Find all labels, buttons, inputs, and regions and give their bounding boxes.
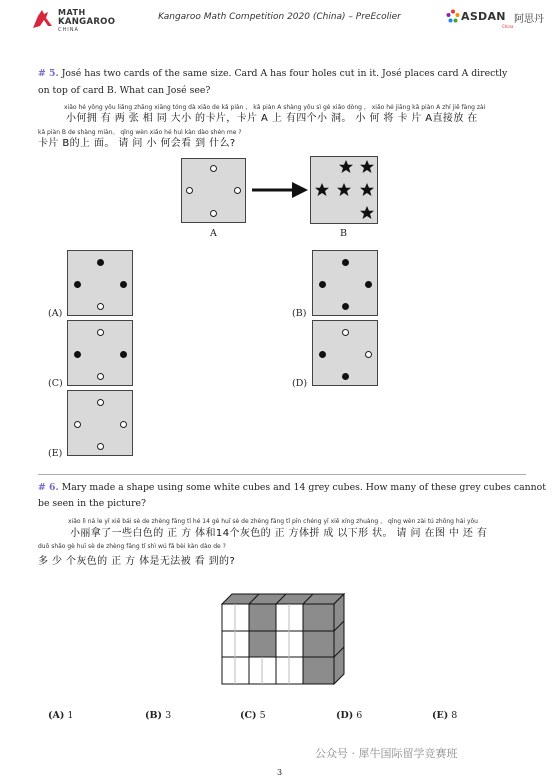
- asdan-star-icon: [446, 9, 460, 23]
- hole: [97, 399, 104, 406]
- hole: [97, 443, 104, 450]
- star-icon: [360, 206, 374, 219]
- option-d-card[interactable]: [312, 320, 378, 386]
- q6-answer-b[interactable]: (B) 3: [145, 710, 172, 721]
- q6-answer-e[interactable]: (E) 8: [432, 710, 458, 721]
- q5-pinyin-line2: kǎ piàn B de shàng miàn。 qǐng wèn xiǎo hé huì kàn dào shén me ?: [38, 129, 242, 136]
- q6-text-line1: # 6. Mary made a shape using some white cubes and 14 grey cubes. How many of these grey cubes cannot: [38, 482, 546, 493]
- brand-name: ASDAN: [461, 10, 506, 23]
- brand-name-cn: 阿思丹: [514, 14, 544, 25]
- right-face: [334, 594, 344, 684]
- hole: [210, 210, 217, 217]
- hole: [97, 329, 104, 336]
- section-divider: [38, 474, 526, 475]
- card-a: [181, 158, 246, 223]
- hole: [74, 421, 81, 428]
- logo-line3: CHINA: [58, 27, 79, 33]
- dot: [74, 281, 81, 288]
- dot: [120, 281, 127, 288]
- q6-chinese-line1: 小丽拿了一些白色的 正 方 体和14个灰色的 正 方体拼 成 以下形 状。 请 问 在图 中 还 有: [70, 528, 488, 539]
- option-a-card[interactable]: [67, 250, 133, 316]
- stars-pattern: [311, 157, 377, 223]
- option-d-label[interactable]: (D): [292, 378, 308, 389]
- q5-text-line2: on top of card B. What can José see?: [38, 85, 211, 96]
- hole: [342, 329, 349, 336]
- right-arrow-icon: [252, 181, 308, 199]
- hole: [186, 187, 193, 194]
- q5-pinyin-line1: xiǎo hé yōng yǒu liǎng zhāng xiāng tóng dà xiǎo de kǎ piàn ， kǎ piàn A shàng yǒu sì gè xiǎo dòng ， xiǎo hé jiāng kǎ piàn A zhí jiē fàng zài: [64, 104, 486, 111]
- star-icon: [337, 183, 351, 196]
- hole: [120, 421, 127, 428]
- q6-number: # 6.: [38, 482, 59, 493]
- q6-pinyin-line2: duō shǎo gè huī sè de zhèng fāng tǐ shì wú fǎ bèi kàn dào de ?: [38, 543, 226, 550]
- option-c-card[interactable]: [67, 320, 133, 386]
- dot: [120, 351, 127, 358]
- option-b-card[interactable]: [312, 250, 378, 316]
- dot: [342, 373, 349, 380]
- dot: [74, 351, 81, 358]
- dot: [342, 259, 349, 266]
- star-icon: [339, 160, 353, 173]
- hole: [234, 187, 241, 194]
- page-number: 3: [276, 768, 283, 777]
- top-face: [222, 594, 344, 604]
- dot: [319, 351, 326, 358]
- card-b: [310, 156, 378, 224]
- dot: [342, 303, 349, 310]
- hole: [97, 373, 104, 380]
- q5-chinese-line1: 小何拥 有 两 张 相 同 大小 的卡片，卡片 A 上 有四个小 洞。 小 何 将 卡 片 A直接放 在: [66, 113, 478, 124]
- q6-chinese-line2: 多 少 个灰色的 正 方 体是无法被 看 到的?: [38, 556, 236, 567]
- q6-text-line2: be seen in the picture?: [38, 498, 147, 509]
- dot: [319, 281, 326, 288]
- option-e-card[interactable]: [67, 390, 133, 456]
- q6-pinyin-line1: xiǎo lì ná le yī xiē bái sè de zhèng fāng tǐ hé 14 gè huī sè de zhèng fāng tǐ pīn chéng yī xiē xíng zhuàng ， qǐng wèn zài tú zhōng hái yǒu: [68, 518, 478, 525]
- cube-shape-figure: [218, 592, 350, 688]
- option-c-label[interactable]: (C): [48, 378, 63, 389]
- q6-answer-c[interactable]: (C) 5: [240, 710, 266, 721]
- card-b-label: B: [340, 228, 347, 239]
- asdan-logo: [446, 9, 556, 27]
- hole: [97, 303, 104, 310]
- hole: [210, 165, 217, 172]
- option-e-label[interactable]: (E): [48, 448, 63, 459]
- logo-line2: KANGAROO: [58, 17, 116, 27]
- star-icon: [360, 160, 374, 173]
- wechat-watermark: 公众号 · 犀牛国际留学竞赛班: [315, 747, 458, 760]
- q6-answer-d[interactable]: (D) 6: [336, 710, 363, 721]
- q5-text-line1: # 5. José has two cards of the same size. Card A has four holes cut in it. José places card A directly: [38, 68, 508, 79]
- page-header-title: Kangaroo Math Competition 2020 (China) – PreEcolier: [158, 12, 401, 22]
- hole: [365, 351, 372, 358]
- logo-line1: MATH: [58, 8, 86, 17]
- card-a-label: A: [210, 228, 217, 239]
- option-b-label[interactable]: (B): [292, 308, 307, 319]
- star-icon: [315, 183, 329, 196]
- dot: [97, 259, 104, 266]
- q5-chinese-line2: 卡片 B的上 面。 请 问 小 何会看 到 什么?: [38, 138, 236, 149]
- q5-number: # 5.: [38, 68, 59, 79]
- brand-sub: China: [502, 24, 514, 29]
- q6-answer-a[interactable]: (A) 1: [48, 710, 74, 721]
- dot: [365, 281, 372, 288]
- star-icon: [360, 183, 374, 196]
- option-a-label[interactable]: (A): [48, 308, 63, 319]
